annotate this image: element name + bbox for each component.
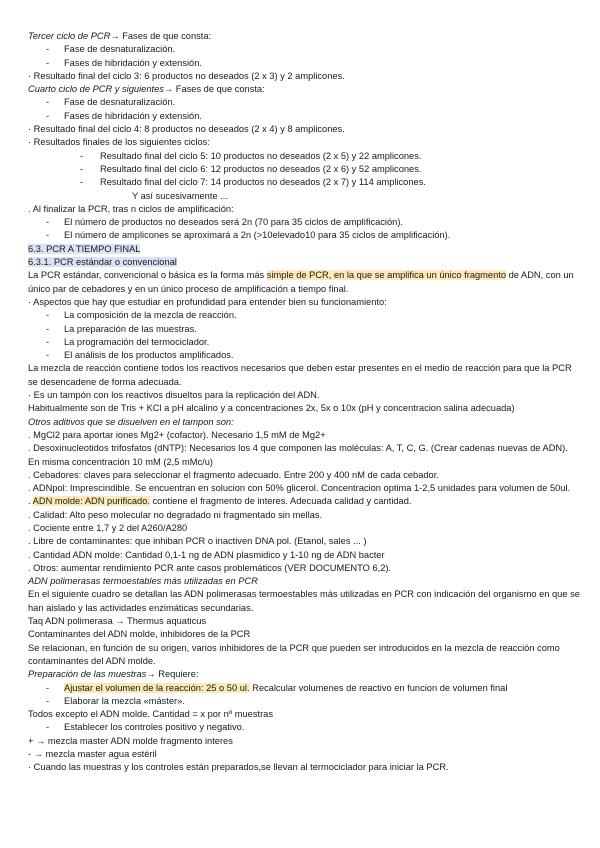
paragraph-line: Contaminantes del ADN molde, inhibidores de la PCR (28, 629, 251, 640)
list-item (28, 229, 580, 242)
list-item (28, 721, 580, 734)
list-item-text: Resultado final del ciclo 5: 10 productos no deseados (2 x 5) y 22 amplicones. (100, 150, 422, 161)
list-item-text: Fases de hibridación y extensión. (64, 57, 202, 68)
highlighted-text: simple de PCR, en la que se amplifica un único fragmento (266, 270, 507, 281)
list-item (28, 216, 580, 229)
list-item-text: Fase de desnaturalización. (64, 44, 176, 55)
paragraph-line: · Cuando las muestras y los controles están preparados,se llevan al termociclador para iniciar la PCR. (28, 762, 449, 773)
subsection-heading-text: 6.3.1. PCR estándar o convencional (28, 257, 177, 268)
section-heading (28, 243, 580, 256)
list-item (28, 110, 580, 123)
list-item-text: Resultado final del ciclo 6: 12 productos no deseados (2 x 6) y 52 amplicones. (100, 163, 422, 174)
paragraph-line: · Resultados finales de los siguientes ciclos: (28, 137, 210, 148)
paragraph-line: . Al finalizar la PCR, tras n ciclos de amplificación: (28, 203, 234, 214)
list-item-text: El análisis de los productos amplificados. (64, 350, 234, 361)
dash-bullet: - (46, 310, 50, 321)
paragraph-line: · Resultado final del ciclo 3: 6 productos no deseados (2 x 3) y 2 amplicones. (28, 70, 345, 81)
list-item-text: Fase de desnaturalización. (64, 97, 176, 108)
paragraph-line: Todos excepto el ADN molde. Cantidad = x por nº muestras (28, 709, 273, 720)
paragraph-line: · Aspectos que hay que estudiar en profundidad para entender bien su funcionamiento: (28, 296, 387, 307)
list-item (28, 150, 580, 163)
paragraph-line: . Libre de contaminantes: que inhiban PCR o inactiven DNA pol. (Etanol, sales ... ) (28, 536, 367, 547)
paragraph-text: contiene el fragmento de interes. Adecuada calidad y cantidad. (149, 496, 412, 507)
list-item-text: La composición de la mezcla de reacción. (64, 310, 237, 321)
list-item (28, 96, 580, 109)
paragraph: Se relacionan, en función de su origen, varios inhibidores de la PCR que pueden ser introducidos en la mezcla de reacción como contaminantes del ADN molde. (28, 642, 560, 666)
dash-bullet: - (46, 323, 50, 334)
dash-bullet: - (46, 230, 50, 241)
dash-bullet: - (46, 350, 50, 361)
dash-bullet: - (46, 57, 50, 68)
list-item-text: El número de productos no deseados será 2n (70 para 35 ciclos de amplificación). (64, 217, 404, 228)
paragraph-line: Habitualmente son de Tris + KCl a pH alcalino y a concentraciones 2x, 5x o 10x (pH y concentracion salina adecuada) (28, 403, 515, 414)
dash-bullet: - (46, 217, 50, 228)
paragraph-line: · Resultado final del ciclo 4: 8 productos no deseados (2 x 4) y 8 amplicones. (28, 124, 345, 135)
dash-bullet: - (80, 177, 84, 188)
dash-bullet: - (80, 163, 84, 174)
prep-title: Preparación de las muestras (28, 669, 147, 680)
paragraph-line: . Cantidad ADN molde: Cantidad 0,1-1 ng de ADN plasmidico y 1-10 ng de ADN bacter (28, 549, 385, 560)
cycle3-title: Tercer ciclo de PCR (28, 31, 111, 41)
paragraph: En el siguiente cuadro se detallan las ADN polimerasas termoestables más utilizadas en PCR con indicación del organismo en que se han aislado y las actividades enzimáticas secundarias. (28, 589, 580, 613)
paragraph-line: . Cociente entre 1,7 y 2 del A260/A280 (28, 522, 188, 533)
list-item (28, 695, 580, 708)
list-item (28, 43, 580, 56)
cycle4-title: Cuarto ciclo de PCR y siguientes (28, 84, 164, 95)
dash-bullet: - (46, 110, 50, 121)
dash-bullet: - (46, 722, 50, 733)
subsection-heading (28, 256, 580, 269)
list-item-text: Elaborar la mezcla «máster». (64, 695, 185, 706)
italic-subheading: Otros aditivos que se disuelven en el tampon son: (28, 416, 234, 427)
paragraph-line: · Es un tampón con los reactivos disueltos para la replicación del ADN. (28, 390, 320, 401)
list-item-text: Fases de hibridación y extensión. (64, 110, 202, 121)
paragraph (28, 269, 580, 296)
cycle3-tail: → Fases de que consta: (110, 31, 212, 41)
paragraph: La mezcla de reacción contiene todos los reactivos necesarios que deben estar presentes en el medio de reacción para que la PCR se desencadene de forma adecuada. (28, 363, 572, 387)
list-item (28, 57, 580, 70)
list-item (28, 336, 580, 349)
paragraph: . ADNpol: Imprescindible. Se encuentran en solucion con 50% glicerol. Concentracion optima 1-2,5 unidades para volumen de 50ul. (28, 483, 571, 494)
paragraph-text: La PCR estándar, convencional o básica es la forma más (28, 270, 267, 281)
paragraph-line: Taq ADN polimerasa → Thermus aquaticus (28, 616, 207, 627)
paragraph-line: . MgCl2 para aportar iones Mg2+ (cofactor). Necesario 1,5 mM de Mg2+ (28, 429, 326, 440)
list-item-text: Establecer los controles positivo y negativo. (64, 722, 245, 733)
list-item (28, 349, 580, 362)
cycle3-heading (28, 30, 580, 43)
list-item (28, 323, 580, 336)
paragraph-line: . Otros: aumentar rendimiento PCR ante casos problemáticos (VER DOCUMENTO 6,2). (28, 562, 392, 573)
prep-heading (28, 668, 580, 681)
paragraph-line: . Calidad: Alto peso molecular no degradado ni fragmentado sin mellas. (28, 509, 323, 520)
cycle4-tail: → Fases de que consta: (163, 84, 265, 95)
list-item-text: El número de amplicones se aproximará a 2n (>10elevado10 para 35 ciclos de amplificación). (64, 230, 451, 241)
list-item (28, 176, 580, 189)
paragraph-line: . Cebadores: claves para seleccionar el fragmento adecuado. Entre 200 y 400 nM de cada cebador. (28, 469, 439, 480)
dash-bullet: - (46, 682, 50, 693)
list-item-text: Recalcular volumenes de reactivo en funcion de volumen final (249, 682, 508, 693)
list-item-text: Resultado final del ciclo 7: 14 productos no deseados (2 x 7) y 114 amplicones. (100, 177, 426, 188)
dash-bullet: - (80, 150, 84, 161)
paragraph-line: + → mezcla master ADN molde fragmento interes (28, 735, 233, 746)
list-item (28, 163, 580, 176)
section-heading-text: 6.3. PCR A TIEMPO FINAL (28, 243, 141, 254)
list-item-text: La programación del termociclador. (64, 336, 210, 347)
italic-subheading: ADN polimerasas termoestables más utilizadas en PCR (28, 576, 258, 587)
dash-bullet: - (46, 97, 50, 108)
list-item (28, 682, 580, 695)
dash-bullet: - (46, 695, 50, 706)
paragraph-text: de ADN, con un único par de cebadores y en un único proceso de amplificación a tiempo final. (28, 270, 574, 294)
list-item-text: La preparación de las muestras. (64, 323, 197, 334)
paragraph: . Desoxinucleotidos trifosfatos (dNTP): Necesarios los 4 que componen las moléculas: A, T, C, G. (Crear cadenas nuevas de ADN). En misma concentración 10 mM (2,5 mMc/u) (28, 443, 568, 467)
dash-bullet: - (46, 336, 50, 347)
cycle4-heading (28, 83, 580, 96)
dash-bullet: - (46, 44, 50, 55)
paragraph-line: - → mezcla master agua estéril (28, 749, 157, 760)
highlighted-text: ADN molde: ADN purificado. (32, 496, 150, 507)
list-item-continuation: Y así sucesivamente ... (132, 190, 228, 201)
list-item (28, 309, 580, 322)
paragraph-line (28, 495, 580, 508)
prep-tail: → Requiere: (146, 669, 199, 680)
highlighted-text: Ajustar el volumen de la reacción: 25 o 50 ul. (64, 682, 250, 693)
paragraph-text: . (28, 496, 33, 507)
document-page (28, 30, 580, 775)
